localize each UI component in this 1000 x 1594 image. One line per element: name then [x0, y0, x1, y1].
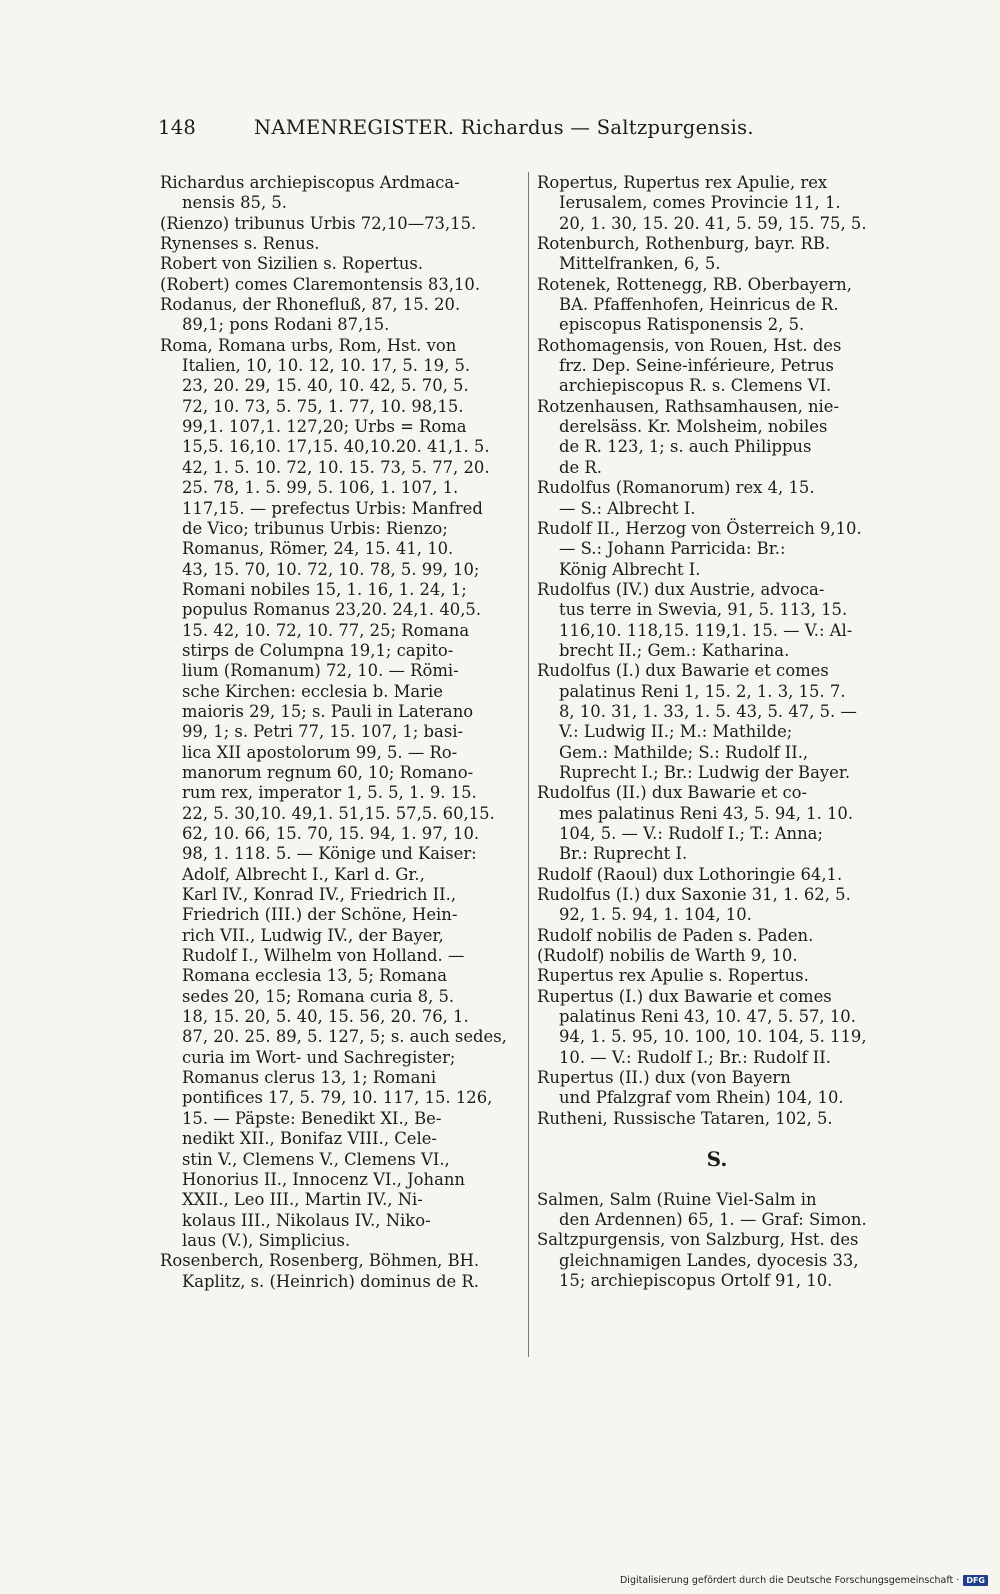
index-entry: Rotenek, Rottenegg, RB. Oberbayern, — [537, 274, 852, 294]
index-entry: Rynenses s. Renus. — [160, 234, 320, 254]
index-entry-continuation: 94, 1. 5. 95, 10. 100, 10. 104, 5. 119, — [559, 1027, 867, 1047]
index-entry-continuation: palatinus Reni 43, 10. 47, 5. 57, 10. — [559, 1007, 856, 1027]
index-entry-continuation: maioris 29, 15; s. Pauli in Laterano — [182, 701, 474, 721]
entries-s — [537, 1190, 897, 1292]
index-entry-continuation: 15; archiepiscopus Ortolf 91, 10. — [559, 1270, 833, 1290]
index-entry: Rudolfus (IV.) dux Austrie, advoca- — [537, 579, 825, 599]
index-entry-continuation: palatinus Reni 1, 15. 2, 1. 3, 15. 7. — [559, 681, 846, 701]
index-entry: Richardus archiepiscopus Ardmaca- — [160, 173, 460, 192]
index-entry-continuation: 15,5. 16,10. 17,15. 40,10.20. 41,1. 5. — [182, 437, 490, 457]
index-entry-continuation: 42, 1. 5. 10. 72, 10. 15. 73, 5. 77, 20. — [182, 457, 490, 477]
index-entry-continuation: Italien, 10, 10. 12, 10. 17, 5. 19, 5. — [182, 356, 471, 376]
index-entry-continuation: Ierusalem, comes Provincie 11, 1. — [559, 193, 841, 213]
index-entry-continuation: 22, 5. 30,10. 49,1. 51,15. 57,5. 60,15. — [182, 803, 495, 823]
index-entry-continuation: gleichnamigen Landes, dyocesis 33, — [559, 1250, 859, 1270]
index-entry-continuation: 92, 1. 5. 94, 1. 104, 10. — [559, 905, 752, 925]
index-entry-continuation: lium (Romanum) 72, 10. — Römi- — [182, 661, 459, 681]
index-entry-continuation: Romani nobiles 15, 1. 16, 1. 24, 1; — [182, 579, 467, 599]
index-entry: Rupertus (I.) dux Bawarie et comes — [537, 986, 832, 1006]
index-entry-continuation: archiepiscopus R. s. Clemens VI. — [559, 376, 832, 396]
index-entry-continuation: Romanus, Römer, 24, 15. 41, 10. — [182, 539, 454, 559]
index-entry: (Rudolf) nobilis de Warth 9, 10. — [537, 946, 798, 966]
index-entry: Rotenburch, Rothenburg, bayr. RB. — [537, 234, 831, 254]
index-entry-continuation: Kaplitz, s. (Heinrich) dominus de R. — [182, 1271, 479, 1291]
index-entry-continuation: laus (V.), Simplicius. — [182, 1230, 351, 1250]
index-entry-continuation: Honorius II., Innocenz VI., Johann — [182, 1169, 465, 1189]
index-entry-continuation: de R. 123, 1; s. auch Philippus — [559, 437, 812, 457]
index-entry-continuation: 116,10. 118,15. 119,1. 15. — V.: Al- — [559, 620, 853, 640]
index-entry-continuation: rum rex, imperator 1, 5. 5, 1. 9. 15. — [182, 783, 477, 803]
index-entry: Rodanus, der Rhonefluß, 87, 15. 20. — [160, 295, 461, 315]
index-entry-continuation: sedes 20, 15; Romana curia 8, 5. — [182, 986, 455, 1006]
index-entry-continuation: Mittelfranken, 6, 5. — [559, 254, 721, 274]
index-entry-continuation: König Albrecht I. — [559, 559, 701, 579]
index-entry-continuation: stin V., Clemens V., Clemens VI., — [182, 1149, 450, 1169]
index-entry-continuation: den Ardennen) 65, 1. — Graf: Simon. — [559, 1209, 867, 1229]
index-entry-continuation: Ruprecht I.; Br.: Ludwig der Bayer. — [559, 762, 851, 782]
header-title: NAMENREGISTER. — [254, 116, 455, 139]
index-entry-continuation: 43, 15. 70, 10. 72, 10. 78, 5. 99, 10; — [182, 559, 480, 579]
column-divider — [528, 172, 529, 1357]
index-entry-continuation: nensis 85, 5. — [182, 193, 288, 213]
index-entry: (Rienzo) tribunus Urbis 72,10—73,15. — [160, 213, 477, 233]
index-entry: Rupertus rex Apulie s. Ropertus. — [537, 966, 809, 986]
index-entry-continuation: Romana ecclesia 13, 5; Romana — [182, 966, 447, 986]
index-entry-continuation: 15. — Päpste: Benedikt XI., Be- — [182, 1108, 442, 1128]
index-entry: Rudolfus (II.) dux Bawarie et co- — [537, 783, 808, 803]
index-column-right — [537, 173, 897, 1291]
index-entry-continuation: BA. Pfaffenhofen, Heinricus de R. — [559, 295, 839, 315]
page-number: 148 — [158, 116, 197, 139]
index-entry-continuation: V.: Ludwig II.; M.: Mathilde; — [559, 722, 793, 742]
index-entry-continuation: manorum regnum 60, 10; Romano- — [182, 762, 474, 782]
index-entry-continuation: kolaus III., Nikolaus IV., Niko- — [182, 1210, 431, 1230]
index-entry-continuation: 18, 15. 20, 5. 40, 15. 56, 20. 76, 1. — [182, 1007, 469, 1027]
index-entry-continuation: curia im Wort- und Sachregister; — [182, 1047, 456, 1067]
index-entry-continuation: 99, 1; s. Petri 77, 15. 107, 1; basi- — [182, 722, 464, 742]
index-entry: Rothomagensis, von Rouen, Hst. des — [537, 335, 842, 355]
index-entry-continuation: 62, 10. 66, 15. 70, 15. 94, 1. 97, 10. — [182, 824, 480, 843]
running-header — [158, 116, 798, 139]
index-entry: Rosenberch, Rosenberg, Böhmen, BH. — [160, 1251, 480, 1271]
index-entry-continuation: Gem.: Mathilde; S.: Rudolf II., — [559, 742, 809, 762]
index-column-left — [160, 173, 522, 1292]
index-entry-continuation: 98, 1. 118. 5. — Könige und Kaiser: — [182, 844, 477, 864]
index-entry: Rudolf (Raoul) dux Lothoringie 64,1. — [537, 864, 843, 884]
index-entry-continuation: Karl IV., Konrad IV., Friedrich II., — [182, 885, 457, 905]
index-entry-continuation: nedikt XII., Bonifaz VIII., Cele- — [182, 1129, 437, 1149]
index-entry-continuation: 104, 5. — V.: Rudolf I.; T.: Anna; — [559, 824, 823, 843]
index-entry-continuation: de R. — [559, 457, 602, 477]
index-entry-continuation: 20, 1. 30, 15. 20. 41, 5. 59, 15. 75, 5. — [559, 213, 867, 233]
index-entry: Saltzpurgensis, von Salzburg, Hst. des — [537, 1230, 859, 1250]
index-entry-continuation: 117,15. — prefectus Urbis: Manfred — [182, 498, 483, 518]
header-range: Richardus — Saltzpurgensis. — [460, 116, 754, 139]
index-entry: (Robert) comes Claremontensis 83,10. — [160, 274, 481, 294]
index-entry: Rudolf nobilis de Paden s. Paden. — [537, 925, 814, 945]
index-entry-continuation: 89,1; pons Rodani 87,15. — [182, 315, 390, 335]
index-entry-continuation: pontifices 17, 5. 79, 10. 117, 15. 126, — [182, 1088, 493, 1108]
index-entry-continuation: 72, 10. 73, 5. 75, 1. 77, 10. 98,15. — [182, 396, 464, 416]
index-entry-continuation: 8, 10. 31, 1. 33, 1. 5. 43, 5. 47, 5. — — [559, 701, 857, 721]
index-entry-continuation: derelsäss. Kr. Molsheim, nobiles — [559, 417, 828, 437]
index-entry-continuation: Romanus clerus 13, 1; Romani — [182, 1068, 437, 1088]
index-entry-continuation: mes palatinus Reni 43, 5. 94, 1. 10. — [559, 803, 854, 823]
index-entry-continuation: episcopus Ratisponensis 2, 5. — [559, 315, 805, 335]
index-entry-continuation: 23, 20. 29, 15. 40, 10. 42, 5. 70, 5. — [182, 376, 469, 396]
index-entry-continuation: und Pfalzgraf vom Rhein) 104, 10. — [559, 1088, 844, 1108]
index-entry: Rudolfus (I.) dux Bawarie et comes — [537, 661, 829, 681]
index-entry-continuation: — S.: Albrecht I. — [559, 498, 696, 518]
index-entry: Roma, Romana urbs, Rom, Hst. von — [160, 335, 457, 355]
index-entry-continuation: Rudolf I., Wilhelm von Holland. — — [182, 946, 465, 966]
index-entry: Robert von Sizilien s. Ropertus. — [160, 254, 424, 274]
index-entry-continuation: rich VII., Ludwig IV., der Bayer, — [182, 925, 444, 945]
index-entry-continuation: stirps de Columpna 19,1; capito- — [182, 640, 454, 660]
index-entry: Salmen, Salm (Ruine Viel-Salm in — [537, 1189, 817, 1209]
index-entry-continuation: Friedrich (III.) der Schöne, Hein- — [182, 905, 458, 925]
index-entry: Ropertus, Rupertus rex Apulie, rex — [537, 173, 828, 192]
index-entry-continuation: 15. 42, 10. 72, 10. 77, 25; Romana — [182, 620, 470, 640]
index-entry: Rupertus (II.) dux (von Bayern — [537, 1068, 791, 1088]
index-entry-continuation: Br.: Ruprecht I. — [559, 844, 688, 864]
footer-text: Digitalisierung gefördert durch die Deutsche Forschungsgemeinschaft · — [619, 1575, 960, 1586]
index-entry-continuation: Adolf, Albrecht I., Karl d. Gr., — [182, 864, 425, 884]
index-entry-continuation: sche Kirchen: ecclesia b. Marie — [182, 681, 443, 701]
index-entry-continuation: brecht II.; Gem.: Katharina. — [559, 640, 790, 660]
index-entry-continuation: frz. Dep. Seine-inférieure, Petrus — [559, 356, 834, 376]
index-entry-continuation: tus terre in Swevia, 91, 5. 113, 15. — [559, 600, 848, 620]
section-letter-heading: S. — [706, 1147, 728, 1172]
index-entry-continuation: 99,1. 107,1. 127,20; Urbs = Roma — [182, 417, 467, 437]
index-entry-continuation: de Vico; tribunus Urbis: Rienzo; — [182, 518, 448, 538]
index-entry: Rotzenhausen, Rathsamhausen, nie- — [537, 396, 840, 416]
index-entry-continuation: 87, 20. 25. 89, 5. 127, 5; s. auch sedes, — [182, 1027, 507, 1047]
index-entry-continuation: — S.: Johann Parricida: Br.: — [559, 539, 786, 559]
index-entry: Rutheni, Russische Tataren, 102, 5. — [537, 1108, 833, 1128]
digitization-credit — [620, 1575, 988, 1586]
index-entry: Rudolfus (I.) dux Saxonie 31, 1. 62, 5. — [537, 885, 851, 905]
index-entry-continuation: 10. — V.: Rudolf I.; Br.: Rudolf II. — [559, 1047, 831, 1067]
entries-r — [537, 173, 897, 1129]
index-entry: Rudolfus (Romanorum) rex 4, 15. — [537, 478, 815, 498]
index-entry-continuation: 25. 78, 1. 5. 99, 5. 106, 1. 107, 1. — [182, 478, 459, 498]
dfg-logo: DFG — [963, 1575, 988, 1586]
index-entry-continuation: lica XII apostolorum 99, 5. — Ro- — [182, 742, 458, 762]
index-entry-continuation: XXII., Leo III., Martin IV., Ni- — [182, 1190, 423, 1210]
index-entry: Rudolf II., Herzog von Österreich 9,10. — [537, 518, 862, 538]
index-entry-continuation: populus Romanus 23,20. 24,1. 40,5. — [182, 600, 482, 620]
